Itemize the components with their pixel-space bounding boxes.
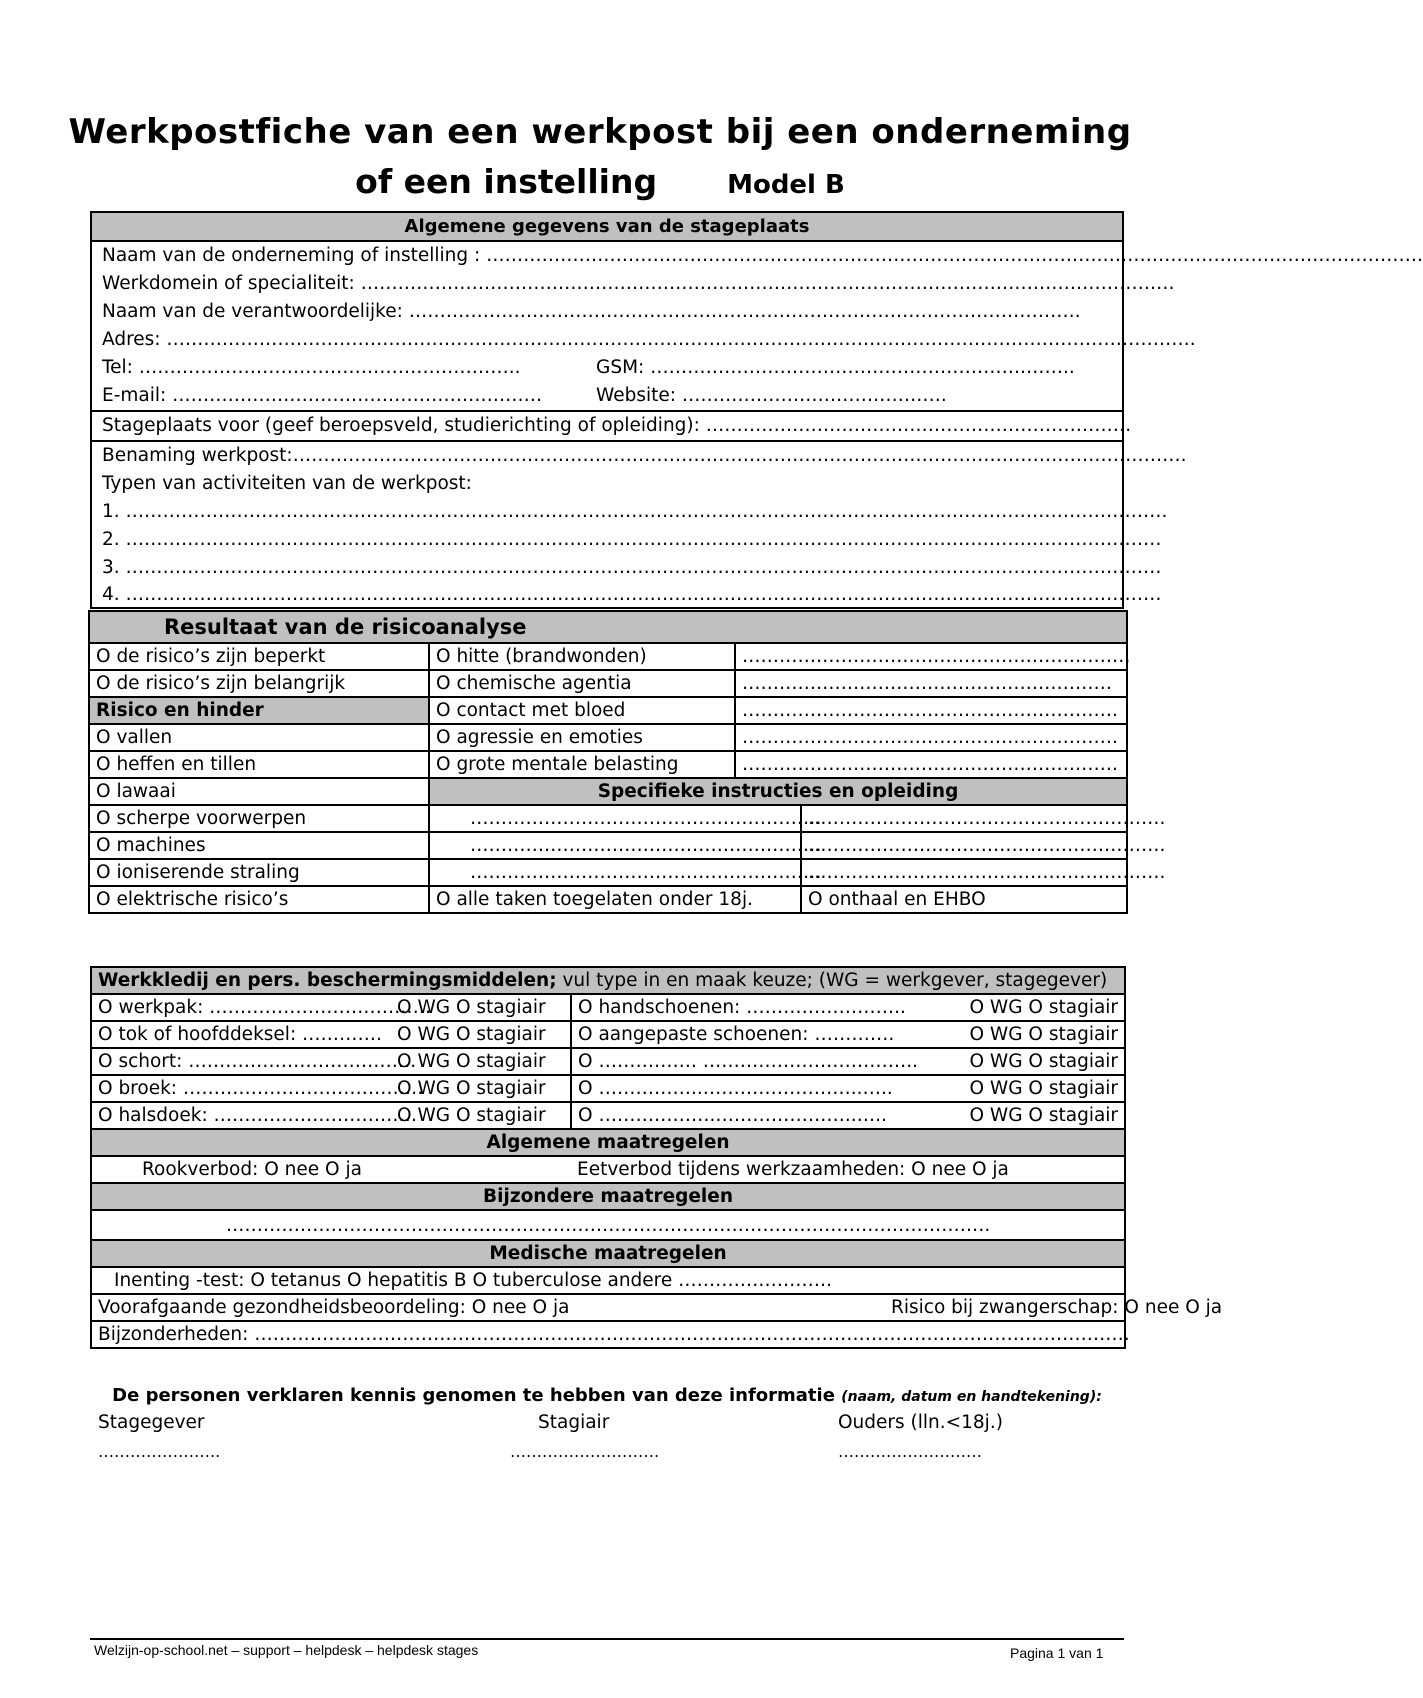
page-title-line2 [0,162,1200,201]
instruction-dots-b2[interactable]: …………………………………………………. [801,832,1127,859]
risk-chemical-dots[interactable]: …………………………………………………… [735,670,1127,697]
risk-electrical-option[interactable]: O elektrische risico’s [89,886,429,913]
clothing-header-bold: Werkkledij en pers. beschermingsmiddelen; [98,970,557,991]
clothing-apron-field[interactable]: O schort: ………………………………. [91,1048,391,1075]
instruction-dots-a1[interactable]: ………………………………………………… [429,805,801,832]
health-assessment-option[interactable]: Voorafgaande gezondheidsbeoordeling: O nee O ja [91,1294,891,1321]
signer-intern: Stagiair [538,1412,610,1433]
declaration-text: De personen verklaren kennis genomen te hebben van deze informatie [112,1385,835,1406]
instruction-dots-a2[interactable]: ………………………………………………… [429,832,801,859]
footer-divider [90,1638,1124,1640]
declaration-note: (naam, datum en handtekening): [841,1389,1102,1405]
footer-source: Welzijn-op-school.net – support – helpdesk – helpdesk stages [94,1642,479,1658]
website-field[interactable]: Website: ……………………………………. [596,385,947,406]
email-field[interactable]: E-mail: …………………………………………………… [102,385,543,406]
gsm-field[interactable]: GSM: …………………………………………………….…….. [596,357,1075,378]
clothing-workwear-choice[interactable]: O WG O stagiair [391,994,571,1021]
company-name-field[interactable]: Naam van de onderneming of instelling : ……………………………………………………………………………………….……………………………………………. [102,245,1423,266]
declaration [90,1385,1124,1406]
activity-2-field[interactable]: 2. …………………………………………………………………………………………………………………………………………………… [102,529,1162,550]
clothing-header-rest: vul type in en maak keuze; (WG = werkgever, stagegever) [556,970,1108,991]
risk-heat-option[interactable]: O hitte (brandwonden) [429,643,735,670]
activities-label: Typen van activiteiten van de werkpost: [102,473,472,494]
address-field[interactable]: Adres: ……………………………………………….…………………………………………………………………………………………………. [102,329,1196,350]
workpost-name-field[interactable]: Benaming werkpost:………………………………………………………………………………………………………………………………. [102,445,1187,466]
risk-mental-option[interactable]: O grote mentale belasting [429,751,735,778]
tel-field[interactable]: Tel: …………………………………………………….. [102,357,521,378]
risk-aggression-option[interactable]: O agressie en emoties [429,724,735,751]
clothing-gloves-choice[interactable]: O WG O stagiair [891,994,1125,1021]
welcome-first-aid-option[interactable]: O onthaal en EHBO [801,886,1127,913]
risk-limited-option[interactable]: O de risico’s zijn beperkt [89,643,429,670]
clothing-scarf-field[interactable]: O halsdoek: …………………………… [91,1102,391,1129]
domain-field[interactable]: Werkdomein of specialiteit: …………………………………………………………………………………………………………………… [102,273,1175,294]
risk-section [88,610,1166,914]
clothing-headwear-field[interactable]: O tok of hoofddeksel: …………. [91,1021,391,1048]
smoking-ban-option[interactable]: Rookverbod: O nee O ja [91,1156,571,1183]
activity-4-field[interactable]: 4. …………………………………………………………………………………………………………………………………………………… [102,584,1162,605]
model-label: Model B [727,170,845,200]
clothing-shoes-field[interactable]: O aangepaste schoenen: …………. [571,1021,891,1048]
risk-radiation-option[interactable]: O ioniserende straling [89,859,429,886]
clothing-gloves-field[interactable]: O handschoenen: …………………….. [571,994,891,1021]
clothing-scarf-choice[interactable]: O WG O stagiair [391,1102,571,1129]
general-measures-header: Algemene maatregelen [91,1129,1125,1156]
risk-falling-option[interactable]: O vallen [89,724,429,751]
clothing-header [91,967,1125,994]
general-section [90,211,1423,609]
signature-parents-field[interactable]: ……………………… [838,1442,982,1461]
clothing-other-1-choice[interactable]: O WG O stagiair [891,1048,1125,1075]
clothing-shoes-choice[interactable]: O WG O stagiair [891,1021,1125,1048]
instruction-dots-b1[interactable]: …………………………………………………. [801,805,1127,832]
tel-gsm-row [92,354,1122,382]
clothing-trousers-choice[interactable]: O WG O stagiair [391,1075,571,1102]
risk-mental-dots[interactable]: ……………………………………………………. [735,751,1127,778]
clothing-workwear-field[interactable]: O werkpak: ……………………………… [91,994,391,1021]
risk-blood-option[interactable]: O contact met bloed [429,697,735,724]
hinder-header: Risico en hinder [89,697,429,724]
eating-ban-option[interactable]: Eetverbod tijdens werkzaamheden: O nee O ja [571,1156,1125,1183]
special-measures-field[interactable]: ……………………………………………………………………………………………………………. [91,1210,1125,1240]
risk-header: Resultaat van de risicoanalyse [89,611,1127,643]
all-tasks-option[interactable]: O alle taken toegelaten onder 18j. [429,886,801,913]
footer-page-number: Pagina 1 van 1 [1010,1645,1104,1661]
workpost-group [92,440,1187,607]
instructions-header: Specifieke instructies en opleiding [429,778,1127,805]
instruction-dots-b3[interactable]: …………………………………………………. [801,859,1127,886]
special-measures-header: Bijzondere maatregelen [91,1183,1125,1210]
clothing-apron-choice[interactable]: O WG O stagiair [391,1048,571,1075]
risk-lifting-option[interactable]: O heffen en tillen [89,751,429,778]
pregnancy-risk-option[interactable]: Risico bij zwangerschap: O nee O ja [891,1294,1125,1321]
activity-1-field[interactable]: 1. ……………………………………………………………………………………………………………………………………………………. [102,501,1168,522]
clothing-other-1-field[interactable]: O ……………. …………………………….. [571,1048,891,1075]
vaccination-row[interactable]: Inenting -test: O tetanus O hepatitis B O tuberculose andere ……………………. [91,1267,1125,1294]
risk-heat-dots[interactable]: ……………………………………………………… [735,643,1127,670]
details-field[interactable]: Bijzonderheden: ……………………………………………………………………………………………………………………………. [91,1321,1125,1348]
risk-machines-option[interactable]: O machines [89,832,429,859]
signer-parents: Ouders (lln.<18j.) [838,1412,1003,1433]
risk-chemical-option[interactable]: O chemische agentia [429,670,735,697]
risk-important-option[interactable]: O de risico’s zijn belangrijk [89,670,429,697]
risk-blood-dots[interactable]: ……………………………………………………. [735,697,1127,724]
medical-measures-header: Medische maatregelen [91,1240,1125,1267]
general-header: Algemene gegevens van de stageplaats [92,213,1122,242]
clothing-section [90,966,1223,1349]
activity-3-field[interactable]: 3. …………………………………………………………………………………………………………………………………………………… [102,557,1162,578]
instruction-dots-a3[interactable]: ………………………………………………… [429,859,801,886]
signature-intern-field[interactable]: ………………………. [510,1442,660,1461]
internship-field[interactable]: Stageplaats voor (geef beroepsveld, studierichting of opleiding): …………………………………………………………… [92,410,1122,440]
clothing-trousers-field[interactable]: O broek: ………………………………… [91,1075,391,1102]
risk-aggression-dots[interactable]: ……………………………………………………. [735,724,1127,751]
email-website-row [92,382,1122,410]
clothing-other-2-choice[interactable]: O WG O stagiair [891,1075,1125,1102]
signature-employer-field[interactable]: ………………….. [98,1442,221,1461]
risk-noise-option[interactable]: O lawaai [89,778,429,805]
page-title-continued: of een instelling [355,162,658,201]
clothing-other-3-field[interactable]: O ……………….…………………..….. [571,1102,891,1129]
clothing-headwear-choice[interactable]: O WG O stagiair [391,1021,571,1048]
signer-employer: Stagegever [98,1412,205,1433]
clothing-other-2-field[interactable]: O ……………..……………………..….. [571,1075,891,1102]
responsible-field[interactable]: Naam van de verantwoordelijke: ………………………………………………………………………………………………. [102,301,1081,322]
page-title: Werkpostfiche van een werkpost bij een onderneming [68,112,1132,152]
clothing-other-3-choice[interactable]: O WG O stagiair [891,1102,1125,1129]
risk-sharp-option[interactable]: O scherpe voorwerpen [89,805,429,832]
